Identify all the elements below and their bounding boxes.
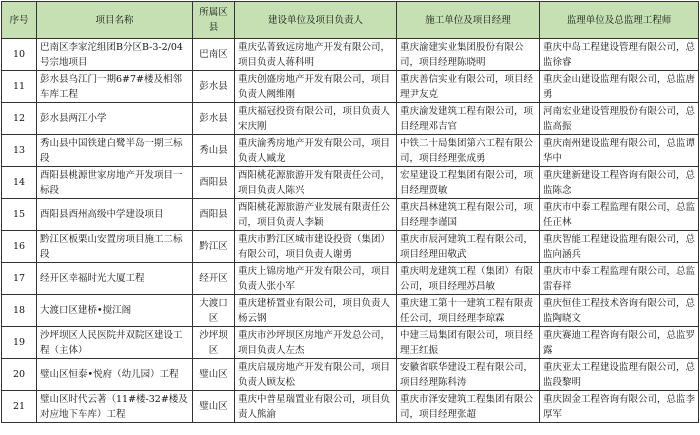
supervisor: 重庆亚太工程建设监理有限公司，总监段黎明 [540,359,699,391]
table-row [2,71,699,103]
header-project-name: 项目名称 [37,2,193,39]
project-table [1,1,699,423]
header-supervisor: 监理单位及总监理工程师 [540,2,699,39]
contractor: 重庆善信实业有限公司，项目经理尹友克 [397,71,540,103]
row-number: 14 [2,167,37,199]
construction-unit: 重庆渝秀房地产开发有限公司，项目负责人臧龙 [235,135,397,167]
district: 巴南区 [193,39,235,71]
table-row [2,263,699,295]
row-number: 16 [2,231,37,263]
table-row [2,327,699,359]
district: 璧山区 [193,359,235,391]
project-name: 彭水县乌江门一期6#7#楼及相邻车库工程 [37,71,193,103]
construction-unit: 酉阳桃花源旅游产业发展有限责任公司，项目负责人李颖 [235,199,397,231]
project-name: 巴南区李家沱组团B分区B-3-2/04号宗地项目 [37,39,193,71]
table-row [2,359,699,391]
row-number: 19 [2,327,37,359]
construction-unit: 重庆市沙坪坝区房地产开发总公司，项目负责人左杰 [235,327,397,359]
construction-unit: 重庆上锦房地产开发有限公司，项目负责人张小军 [235,263,397,295]
project-name: 沙坪坝区人民医院井双院区建设工程（主体） [37,327,193,359]
project-name: 彭水县两江小学 [37,103,193,135]
construction-unit: 重庆弘菁致远房地产开发有限公司，项目负责人蒋科明 [235,39,397,71]
project-name: 酉阳县酉州高级中学建设项目 [37,199,193,231]
district: 秀山县 [193,135,235,167]
row-number: 17 [2,263,37,295]
contractor: 中建三局集团有限公司，项目经理王红振 [397,327,540,359]
header-construction-unit: 建设单位及项目负责人 [235,2,397,39]
row-number: 10 [2,39,37,71]
supervisor: 重庆赛迪工程咨询有限公司，总监罗露 [540,327,699,359]
construction-unit: 重庆市黔江区城市建设投资（集团）有限公司，项目负责人谢勇 [235,231,397,263]
district: 经开区 [193,263,235,295]
table-row [2,391,699,423]
supervisor: 重庆恒佳工程技术咨询有限公司，总监陶晓文 [540,295,699,327]
table-row [2,295,699,327]
header-district: 所属区县 [193,2,235,39]
supervisor: 重庆南州建设监理有限公司，总监谭华中 [540,135,699,167]
contractor: 重庆市辰河建筑工程有限公司，项目经理田敬武 [397,231,540,263]
project-name: 璧山区时代云著（11#楼-32#楼及对应地下车库）工程 [37,391,193,423]
contractor: 宏星建设工程集团有限公司，项目经理贾敏 [397,167,540,199]
district: 酉阳县 [193,199,235,231]
construction-unit: 重庆福冠投资有限公司，项目负责人宋庆刚 [235,103,397,135]
contractor: 重庆渝建实业集团股份有限公司，项目经理陈晓明 [397,39,540,71]
supervisor: 重庆市中泰工程监理有限公司，总监任正林 [540,199,699,231]
construction-unit: 重庆创盛房地产开发有限公司，项目负责人阙维刚 [235,71,397,103]
row-number: 20 [2,359,37,391]
table-row [2,103,699,135]
project-name: 黔江区板栗山安置房项目施工二标段 [37,231,193,263]
construction-unit: 重庆建桥置业有限公司，项目负责人杨云钢 [235,295,397,327]
contractor: 重庆市泽安建筑工程集团有限公司，项目经理张超 [397,391,540,423]
district: 彭水县 [193,103,235,135]
header-contractor: 施工单位及项目经理 [397,2,540,39]
table-row [2,231,699,263]
table-row [2,167,699,199]
contractor: 安徽省联华建设工程有限公司，项目经理陈科涛 [397,359,540,391]
project-name: 璧山区恒泰•悦府（幼儿园）工程 [37,359,193,391]
district: 酉阳县 [193,167,235,199]
header-row [2,2,699,39]
supervisor: 重庆建新建设工程咨询有限公司，总监陈念 [540,167,699,199]
supervisor: 重庆中岛工程建设管理有限公司，总监徐睿 [540,39,699,71]
project-name: 大渡口区建桥•搅江阁 [37,295,193,327]
table-row [2,199,699,231]
contractor: 重庆建工第十一建筑工程有限责任公司，项目经理李琼霖 [397,295,540,327]
contractor: 重庆明龙建筑工程（集团）有限公司，项目经理苏昌敏 [397,263,540,295]
construction-unit: 重庆中普星瑞置业有限公司，项目负责人熊渝 [235,391,397,423]
district: 沙坪坝区 [193,327,235,359]
contractor: 重庆渝发建筑工程有限公司，项目经理邓吉官 [397,103,540,135]
header-no: 序号 [2,2,37,39]
project-name: 酉阳县桃源世家房地产开发项目一标段 [37,167,193,199]
construction-unit: 重庆启晟房地产开发有限公司，项目负责人顾友松 [235,359,397,391]
supervisor: 河南宏业建设管理股份有限公司，总监高振 [540,103,699,135]
contractor: 中铁二十局集团第六工程有限公司，项目经理张成勇 [397,135,540,167]
row-number: 13 [2,135,37,167]
table-row [2,135,699,167]
row-number: 15 [2,199,37,231]
project-name: 经开区幸福时光大厦工程 [37,263,193,295]
supervisor: 重庆智能工程建设监理有限公司，总监向涵兵 [540,231,699,263]
district: 黔江区 [193,231,235,263]
district: 彭水县 [193,71,235,103]
project-name: 秀山县中国铁建白鹭半岛一期三标段 [37,135,193,167]
district: 大渡口区 [193,295,235,327]
construction-unit: 酉阳桃花源旅游开发有限责任公司，项目负责人陈兴 [235,167,397,199]
row-number: 21 [2,391,37,423]
contractor: 重庆昌林建筑工程有限公司，项目经理李谨国 [397,199,540,231]
table-row [2,39,699,71]
supervisor: 重庆市中泰工程监理有限公司，总监雷春祥 [540,263,699,295]
supervisor: 重庆金山建设监理有限公司，总监唐勇 [540,71,699,103]
row-number: 18 [2,295,37,327]
district: 璧山区 [193,391,235,423]
supervisor: 重庆固金工程咨询有限公司，总监李厚军 [540,391,699,423]
row-number: 11 [2,71,37,103]
row-number: 12 [2,103,37,135]
